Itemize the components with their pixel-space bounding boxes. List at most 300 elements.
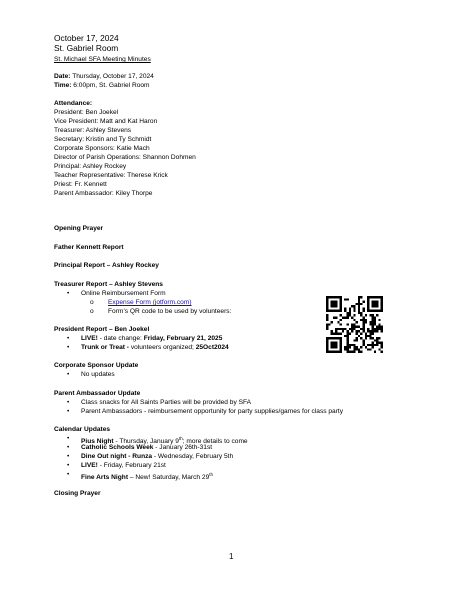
qr-module	[360, 312, 362, 314]
qr-module	[347, 348, 349, 350]
qr-module	[376, 296, 378, 298]
bullet: •	[67, 471, 70, 478]
trunk-label: Trunk or Treat -	[81, 344, 129, 351]
qr-module	[340, 303, 342, 305]
bullet: •	[67, 344, 70, 351]
calendar-item	[81, 444, 212, 453]
qr-module	[356, 348, 358, 350]
qr-module	[356, 330, 358, 332]
qr-module	[333, 305, 335, 307]
qr-module	[353, 339, 355, 341]
qr-module	[372, 344, 374, 346]
qr-module	[381, 310, 383, 312]
qr-module	[326, 346, 328, 348]
qr-module	[333, 301, 335, 303]
qr-module	[372, 317, 374, 319]
bullet: •	[67, 335, 70, 342]
doc-title: St. Michael SFA Meeting Minutes	[54, 56, 151, 63]
qr-module	[340, 342, 342, 344]
qr-module	[360, 346, 362, 348]
qr-module	[360, 319, 362, 321]
qr-module	[372, 310, 374, 312]
qr-module	[381, 328, 383, 330]
qr-module	[340, 314, 342, 316]
qr-module	[374, 321, 376, 323]
qr-module	[372, 337, 374, 339]
qr-module	[333, 310, 335, 312]
calendar-item-date: – New! Saturday, March 29	[128, 474, 210, 482]
qr-module	[362, 319, 364, 321]
attendance-item: President: Ben Joekel	[54, 109, 119, 116]
qr-module	[358, 310, 360, 312]
qr-module	[372, 319, 374, 321]
qr-module	[372, 296, 374, 298]
qr-module	[378, 319, 380, 321]
qr-module	[340, 310, 342, 312]
qr-module	[376, 342, 378, 344]
qr-module	[362, 321, 364, 323]
qr-module	[353, 344, 355, 346]
qr-module	[351, 328, 353, 330]
qr-module	[376, 326, 378, 328]
calendar-item-sup: th	[209, 472, 214, 477]
qr-module	[326, 339, 328, 341]
opening-prayer-heading: Opening Prayer	[54, 225, 104, 232]
qr-module	[381, 305, 383, 307]
qr-module	[358, 335, 360, 337]
qr-module	[374, 344, 376, 346]
qr-module	[367, 335, 369, 337]
attendance-item: Teacher Representative: Therese Krick	[54, 172, 168, 179]
qr-module	[331, 332, 333, 334]
qr-module	[362, 301, 364, 303]
qr-module	[351, 330, 353, 332]
qr-module	[356, 332, 358, 334]
qr-module	[335, 301, 337, 303]
qr-module	[358, 303, 360, 305]
live-text: - date change:	[97, 335, 144, 342]
qr-module	[372, 301, 374, 303]
qr-module	[376, 330, 378, 332]
qr-module	[362, 330, 364, 332]
qr-module	[337, 332, 339, 334]
qr-module	[340, 305, 342, 307]
qr-module	[353, 351, 355, 353]
qr-module	[367, 330, 369, 332]
qr-module	[372, 346, 374, 348]
attendance-item: Principal: Ashley Rockey	[54, 163, 127, 170]
qr-module	[360, 296, 362, 298]
qr-module	[369, 337, 371, 339]
qr-module	[335, 310, 337, 312]
calendar-item-title: Dine Out night - Runza	[81, 453, 153, 460]
qr-module	[362, 344, 364, 346]
qr-module	[376, 303, 378, 305]
qr-module	[326, 319, 328, 321]
qr-module	[337, 310, 339, 312]
qr-module	[331, 330, 333, 332]
corporate-item: No updates	[81, 371, 115, 378]
qr-module	[356, 326, 358, 328]
qr-module	[351, 344, 353, 346]
bullet: •	[67, 462, 70, 469]
qr-module	[381, 346, 383, 348]
qr-module	[340, 351, 342, 353]
qr-module	[340, 344, 342, 346]
qr-module	[331, 351, 333, 353]
qr-module	[369, 296, 371, 298]
calendar-item-note: ; more details to come	[182, 438, 248, 446]
qr-module	[326, 298, 328, 300]
attendance-item: Corporate Sponsors: Katie Mach	[54, 145, 150, 152]
qr-module	[367, 344, 369, 346]
qr-module	[376, 305, 378, 307]
qr-module	[328, 310, 330, 312]
qr-module	[358, 330, 360, 332]
qr-module	[335, 330, 337, 332]
qr-module	[347, 312, 349, 314]
qr-module	[326, 317, 328, 319]
qr-module	[335, 337, 337, 339]
qr-module	[374, 330, 376, 332]
qr-module	[349, 346, 351, 348]
qr-module	[362, 310, 364, 312]
bullet: •	[67, 290, 70, 297]
calendar-item-date: - January 26th-31st	[153, 444, 213, 451]
qr-module	[365, 319, 367, 321]
qr-module	[360, 332, 362, 334]
qr-module	[356, 337, 358, 339]
qr-module	[331, 342, 333, 344]
qr-module	[372, 326, 374, 328]
live-label: LIVE!	[81, 335, 98, 342]
qr-module	[374, 310, 376, 312]
qr-module	[369, 344, 371, 346]
qr-module	[360, 328, 362, 330]
qr-module	[340, 337, 342, 339]
qr-module	[374, 319, 376, 321]
qr-module	[381, 344, 383, 346]
qr-module	[335, 342, 337, 344]
qr-module	[340, 323, 342, 325]
qr-code-image	[326, 296, 383, 353]
qr-module	[376, 339, 378, 341]
qr-module	[365, 346, 367, 348]
qr-module	[326, 348, 328, 350]
qr-module	[333, 317, 335, 319]
date-value: Thursday, October 17, 2024	[70, 73, 154, 80]
qr-module	[353, 323, 355, 325]
calendar-item	[81, 453, 233, 462]
qr-module	[358, 348, 360, 350]
qr-module	[356, 303, 358, 305]
qr-module	[367, 296, 369, 298]
trunk-date: 25Oct2024	[195, 344, 229, 351]
calendar-item-title: Pius Night	[81, 438, 114, 446]
qr-module	[356, 339, 358, 341]
qr-module	[367, 298, 369, 300]
qr-module	[331, 346, 333, 348]
qr-module	[362, 323, 364, 325]
qr-module	[374, 317, 376, 319]
qr-module	[358, 307, 360, 309]
qr-module	[326, 296, 328, 298]
qr-module	[347, 339, 349, 341]
header-room: St. Gabriel Room	[54, 43, 119, 53]
qr-module	[360, 314, 362, 316]
qr-module	[351, 317, 353, 319]
qr-module	[335, 351, 337, 353]
qr-module	[358, 301, 360, 303]
qr-module	[326, 310, 328, 312]
qr-module	[374, 351, 376, 353]
qr-module	[378, 296, 380, 298]
qr-module	[337, 351, 339, 353]
qr-module	[347, 330, 349, 332]
qr-module	[344, 328, 346, 330]
qr-module	[331, 337, 333, 339]
qr-module	[381, 342, 383, 344]
qr-module	[340, 307, 342, 309]
qr-module	[374, 323, 376, 325]
qr-module	[349, 312, 351, 314]
qr-module	[369, 310, 371, 312]
qr-module	[340, 298, 342, 300]
president-heading: President Report – Ben Joekel	[54, 326, 150, 333]
qr-module	[367, 310, 369, 312]
qr-module	[337, 321, 339, 323]
qr-module	[333, 346, 335, 348]
qr-module	[353, 328, 355, 330]
qr-module	[372, 303, 374, 305]
qr-module	[349, 344, 351, 346]
qr-module	[356, 346, 358, 348]
qr-module	[356, 321, 358, 323]
qr-module	[367, 301, 369, 303]
qr-module	[353, 314, 355, 316]
qr-module	[365, 335, 367, 337]
qr-module	[347, 323, 349, 325]
qr-module	[337, 328, 339, 330]
qr-module	[349, 307, 351, 309]
sub-bullet: o	[90, 299, 94, 306]
qr-module	[344, 335, 346, 337]
qr-module	[358, 298, 360, 300]
qr-module	[376, 344, 378, 346]
qr-module	[381, 326, 383, 328]
qr-module	[353, 326, 355, 328]
qr-module	[358, 296, 360, 298]
qr-module	[331, 310, 333, 312]
calendar-item-date: - Thursday, January 9	[113, 438, 179, 446]
attendance-item: Director of Parish Operations: Shannon Dohmen	[54, 154, 196, 161]
qr-module	[367, 328, 369, 330]
qr-module	[344, 317, 346, 319]
qr-module	[351, 323, 353, 325]
qr-module	[335, 317, 337, 319]
attendance-item: Priest: Fr. Kennett	[54, 181, 107, 188]
qr-module	[365, 337, 367, 339]
qr-module	[344, 307, 346, 309]
treasurer-heading: Treasurer Report – Ashley Stevens	[54, 281, 163, 288]
qr-module	[376, 328, 378, 330]
qr-module	[360, 351, 362, 353]
qr-module	[376, 301, 378, 303]
qr-module	[360, 337, 362, 339]
qr-module	[331, 303, 333, 305]
qr-module	[351, 351, 353, 353]
bullet: •	[67, 435, 70, 442]
bullet: •	[67, 444, 70, 451]
qr-module	[369, 348, 371, 350]
calendar-item-title: LIVE!	[81, 462, 98, 469]
qr-module	[369, 332, 371, 334]
qr-module	[342, 317, 344, 319]
calendar-item-title: Catholic Schools Week	[81, 444, 154, 451]
qr-module	[372, 305, 374, 307]
qr-module	[333, 351, 335, 353]
qr-module	[344, 346, 346, 348]
qr-module	[333, 337, 335, 339]
meta-date	[54, 73, 154, 82]
qr-module	[347, 346, 349, 348]
qr-module	[353, 348, 355, 350]
qr-module	[372, 323, 374, 325]
qr-module	[340, 301, 342, 303]
qr-module	[347, 337, 349, 339]
qr-module	[340, 296, 342, 298]
qr-module	[328, 296, 330, 298]
qr-module	[326, 301, 328, 303]
sub-bullet: o	[90, 308, 94, 315]
qr-module	[372, 314, 374, 316]
qr-module	[353, 346, 355, 348]
qr-module	[381, 351, 383, 353]
corporate-heading: Corporate Sponsor Update	[54, 362, 139, 369]
live-date: Friday, February 21, 2025	[143, 335, 223, 342]
qr-module	[362, 339, 364, 341]
president-item-trunk	[81, 344, 229, 353]
qr-module	[378, 348, 380, 350]
qr-module	[347, 317, 349, 319]
qr-module	[328, 351, 330, 353]
attendance-item: Treasurer: Ashley Stevens	[54, 127, 132, 134]
qr-module	[374, 328, 376, 330]
qr-module	[374, 296, 376, 298]
qr-module	[358, 326, 360, 328]
qr-module	[381, 330, 383, 332]
qr-module	[358, 305, 360, 307]
qr-module	[342, 330, 344, 332]
qr-module	[362, 328, 364, 330]
attendance-item: Vice President: Matt and Kat Haron	[54, 118, 158, 125]
trunk-text: volunteers organized;	[129, 344, 196, 351]
qr-module	[347, 342, 349, 344]
qr-module	[347, 335, 349, 337]
qr-module	[362, 342, 364, 344]
qr-module	[331, 301, 333, 303]
qr-module	[376, 337, 378, 339]
calendar-heading: Calendar Updates	[54, 426, 111, 433]
qr-module	[326, 342, 328, 344]
qr-module	[331, 321, 333, 323]
qr-module	[369, 330, 371, 332]
qr-module	[344, 310, 346, 312]
qr-module	[367, 303, 369, 305]
qr-module	[376, 310, 378, 312]
qr-module	[335, 328, 337, 330]
qr-module	[378, 326, 380, 328]
qr-module	[340, 332, 342, 334]
qr-module	[365, 321, 367, 323]
parent-ambassador-heading: Parent Ambassador Update	[54, 390, 141, 397]
qr-module	[353, 310, 355, 312]
calendar-item	[81, 462, 166, 471]
qr-module	[347, 332, 349, 334]
qr-module	[344, 348, 346, 350]
qr-module	[378, 342, 380, 344]
qr-module	[374, 339, 376, 341]
calendar-item-sup: th	[178, 436, 183, 441]
qr-module	[369, 321, 371, 323]
qr-module	[381, 301, 383, 303]
calendar-item-date: - Friday, February 21st	[97, 462, 166, 469]
header-date: October 17, 2024	[54, 33, 119, 43]
principal-report-heading: Principal Report – Ashley Rockey	[54, 262, 159, 269]
qr-module	[347, 351, 349, 353]
qr-module	[340, 346, 342, 348]
qr-module	[326, 314, 328, 316]
parent-ambassador-item: Parent Ambassadors - reimbursement opportunity for party supplies/games for class party	[81, 408, 344, 415]
qr-module	[349, 351, 351, 353]
qr-module	[374, 305, 376, 307]
attendance-item: Parent Ambassador: Kiley Thorpe	[54, 190, 153, 197]
time-label: Time:	[54, 82, 72, 89]
qr-module	[340, 348, 342, 350]
attendance-item: Secretary: Kristin and Ty Schmidt	[54, 136, 152, 143]
qr-module	[362, 326, 364, 328]
qr-module	[367, 307, 369, 309]
qr-module	[349, 310, 351, 312]
qr-module	[349, 314, 351, 316]
qr-module	[333, 303, 335, 305]
qr-module	[369, 335, 371, 337]
expense-form-link[interactable]: Expense Form (jotform.com)	[108, 299, 192, 306]
qr-module	[335, 344, 337, 346]
qr-module	[333, 344, 335, 346]
treasurer-item: Online Reimbursement Form	[81, 290, 166, 297]
qr-module	[372, 332, 374, 334]
qr-module	[328, 323, 330, 325]
qr-module	[326, 344, 328, 346]
qr-module	[347, 314, 349, 316]
qr-module	[347, 344, 349, 346]
calendar-item	[81, 471, 213, 483]
bullet: •	[67, 371, 70, 378]
father-report-heading: Father Kennett Report	[54, 244, 124, 251]
qr-module	[326, 305, 328, 307]
qr-module	[349, 328, 351, 330]
qr-module	[362, 307, 364, 309]
qr-module	[326, 323, 328, 325]
qr-module	[378, 323, 380, 325]
qr-module	[374, 303, 376, 305]
qr-module	[381, 296, 383, 298]
qr-module	[378, 310, 380, 312]
qr-module	[337, 337, 339, 339]
qr-module	[374, 301, 376, 303]
qr-module	[351, 305, 353, 307]
